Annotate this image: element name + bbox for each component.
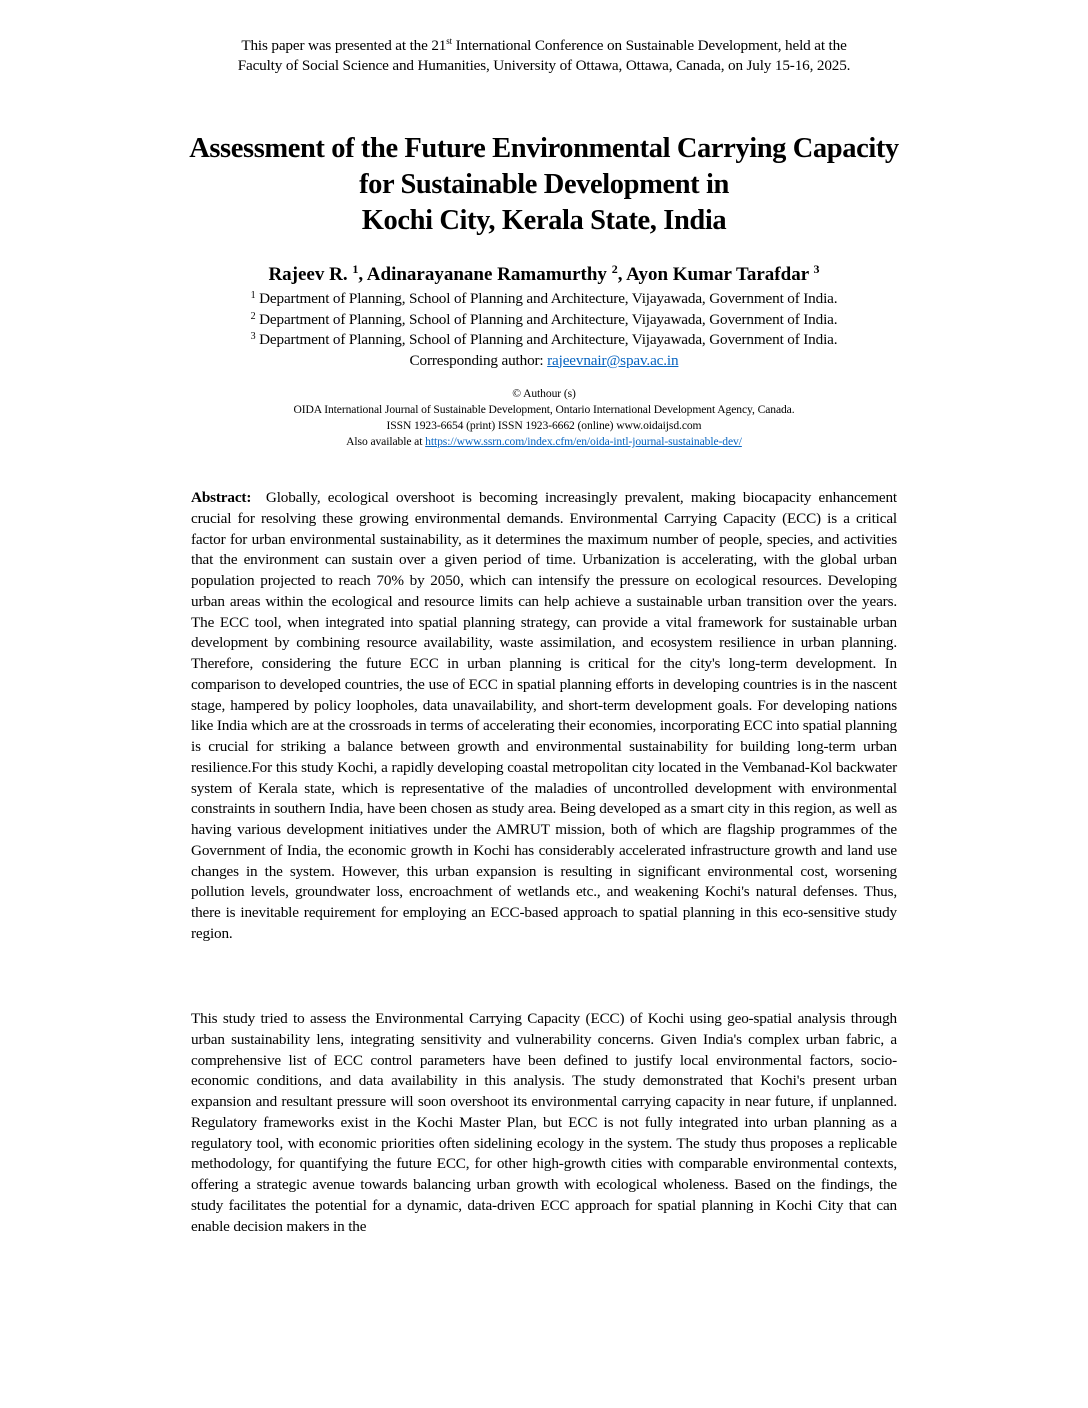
conference-note (0, 36, 1088, 76)
title-line-1: Assessment of the Future Environmental Carrying Capacity (189, 133, 899, 164)
abstract-paragraph-2: This study tried to assess the Environmental Carrying Capacity (ECC) of Kochi using geo-spatial analysis through urban sustainability lens, integrating sensitivity and vulnerability concerns. Given India's complex urban fabric, a comprehensive list of ECC control parameters have been defined to justify local environmental factors, socio-economic conditions, and data availability in this analysis. The study demonstrated that Kochi's present urban expansion and resultant pressure will soon overshoot its environmental carrying capacity in near future, if unplanned. Regulatory frameworks exist in the Kochi Master Plan, but ECC is not fully integrated into urban planning as a regulatory tool, with economic priorities often sidelining ecology in the system. The study thus proposes a replicable methodology, for quantifying the future ECC, for other high-growth cities with comparable environmental contexts, offering a strategic avenue towards balancing urban growth with ecological wholeness. Based on the findings, the study facilitates the potential for a dynamic, data-driven ECC approach for spatial planning in Kochi City that can enable decision makers in the (191, 1010, 897, 1235)
paper-title (0, 131, 1088, 239)
ssrn-link[interactable]: https://www.ssrn.com/index.cfm/en/oida-intl-journal-sustainable-dev/ (425, 435, 742, 448)
issn-line: ISSN 1923-6654 (print) ISSN 1923-6662 (online) www.oidaijsd.com (386, 419, 702, 432)
author-list (0, 263, 1088, 287)
author: Adinarayanane Ramamurthy $^2$, (366, 262, 627, 285)
corresponding-email-link[interactable]: rajeevnair@spav.ac.in (547, 351, 679, 369)
journal-name: OIDA International Journal of Sustainable Development, Ontario International Development Agency, Canada. (293, 403, 795, 416)
conference-note-line2: Faculty of Social Science and Humanities, University of Ottawa, Ottawa, Canada, on July 15-16, 2025. (237, 57, 851, 74)
abstract-label: Abstract: (191, 489, 252, 506)
affiliations (0, 289, 1088, 371)
title-line-2: for Sustainable Development in (359, 169, 729, 200)
ordinal-superscript: st (446, 36, 452, 46)
availability-line: Also available at https://www.ssrn.com/index.cfm/en/oida-intl-journal-sustainable-dev/ (346, 435, 742, 448)
author: Rajeev R. $^1$, (268, 262, 367, 285)
title-line-3: Kochi City, Kerala State, India (361, 205, 727, 236)
affiliation: $^1$ Department of Planning, School of Planning and Architecture, Vijayawada, Government of India. (250, 290, 838, 307)
conference-note-line1: This paper was presented at the 21st International Conference on Sustainable Development, held at the (241, 36, 847, 54)
author: Ayon Kumar Tarafdar $^3$ (626, 262, 820, 285)
abstract-paragraph-1 (191, 488, 897, 945)
journal-info (0, 386, 1088, 450)
copyright-notice: © Authour (s) (512, 387, 576, 400)
abstract-text: Globally, ecological overshoot is becoming increasingly prevalent, making biocapacity enhancement crucial for resolving these growing environmental demands. Environmental Carrying Capacity (ECC) is a critical factor for urban environmental sustainability, as it determines the maximum number of people, species, and activities that the environment can sustain over a given period of time. Urbanization is accelerating, with the global urban population projected to reach 70% by 2050, which can intensify the pressure on ecological resources. Developing urban areas within the ecological and resource limits can help achieve a sustainable urban transition over the years. The ECC tool, when integrated into spatial planning strategy, can provide a vital framework for sustainable urban development by combining resource availability, waste assimilation, and ecosystem resilience in urban planning. Therefore, considering the future ECC in urban planning is critical for the city's long-term development. In comparison to developed countries, the use of ECC in spatial planning efforts in developing countries is in the nascent stage, hampered by policy loopholes, data unavailability, and short-term development goals. For developing nations like India which are at the crossroads in terms of accelerating their economies, incorporating ECC into spatial planning is crucial for striking a balance between growth and environmental sustainability for building long-term urban resilience.For this study Kochi, a rapidly developing coastal metropolitan city located in the Vembanad-Kol backwater system of Kerala state, which is representative of the maladies of uncontrolled development with environmental constraints in southern India, have been chosen as study area. Being developed as a smart city in this region, as well as having various development initiatives under the AMRUT mission, both of which are flagship programmes of the Government of India, the economic growth in Kochi has considerably accelerated infrastructure growth and land use changes in the system. However, this urban expansion is resulting in significant environmental cost, worsening pollution levels, groundwater loss, encroachment of wetlands etc., and weakening Kochi's natural defenses. Thus, there is inevitable requirement for employing an ECC-based approach to spatial planning in this eco-sensitive study region. (191, 489, 897, 942)
corresponding-author: Corresponding author: rajeevnair@spav.ac.in (409, 351, 679, 369)
affiliation: $^2$ Department of Planning, School of Planning and Architecture, Vijayawada, Government of India. (250, 310, 838, 328)
affiliation: $^3$ Department of Planning, School of Planning and Architecture, Vijayawada, Government of India. (250, 331, 838, 348)
